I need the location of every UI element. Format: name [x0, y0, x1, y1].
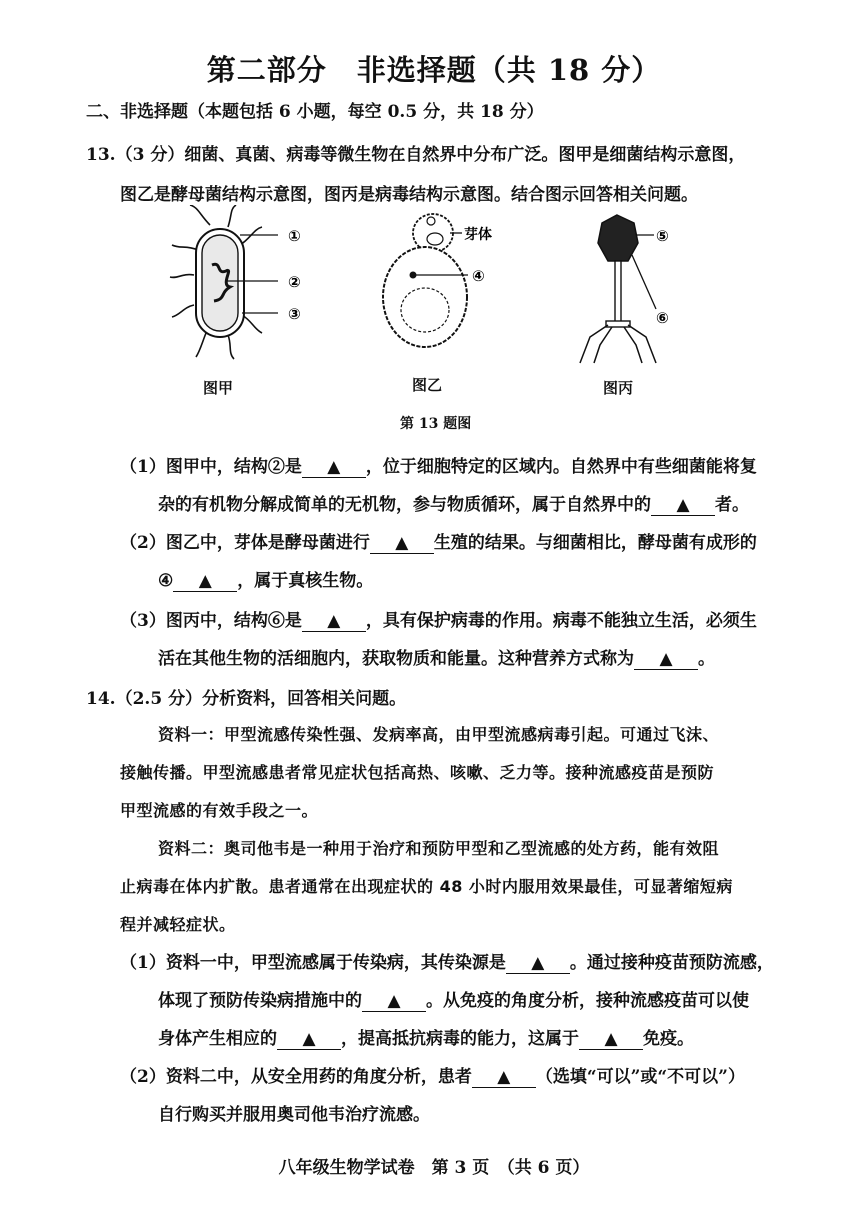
figure-caption: 第 13 题图 [400, 416, 472, 432]
q13-part2-line1: （2）图乙中，芽体是酵母菌进行 ▲ 生殖的结果。与细菌相比，酵母菌有成形的 [120, 533, 757, 553]
answer-blank[interactable]: ▲ [651, 495, 715, 516]
answer-blank[interactable]: ▲ [362, 991, 426, 1012]
answer-blank[interactable]: ▲ [302, 611, 366, 632]
virus-diagram [580, 215, 669, 363]
bacterium-diagram [170, 205, 301, 359]
answer-blank[interactable]: ▲ [173, 571, 237, 592]
caption-fig-c: 图丙 [602, 379, 633, 397]
q14-stem: 14.（2.5 分）分析资料，回答相关问题。 [86, 689, 407, 709]
yeast-diagram [383, 214, 492, 347]
q14-part2-line1: （2）资料二中，从安全用药的角度分析，患者 ▲ （选填“可以”或“不可以”） [120, 1067, 745, 1087]
label-5: ⑤ [656, 227, 669, 245]
q14-part1-line1: （1）资料一中，甲型流感属于传染病，其传染源是 ▲ 。通过接种疫苗预防流感， [120, 953, 774, 973]
q13-part1-line2: 杂的有机物分解成简单的无机物，参与物质循环，属于自然界中的 ▲ 者。 [158, 495, 749, 515]
material2-line3: 程并减轻症状。 [120, 915, 236, 934]
q13-part2-line2: ④ ▲ ，属于真核生物。 [158, 571, 374, 591]
label-3: ③ [288, 305, 301, 323]
material1-line3: 甲型流感的有效手段之一。 [120, 801, 319, 820]
q14-part2-line2: 自行购买并服用奥司他韦治疗流感。 [158, 1105, 430, 1125]
label-2: ② [288, 273, 301, 291]
answer-blank[interactable]: ▲ [506, 953, 570, 974]
q14-part1-line3: 身体产生相应的 ▲ ，提高抵抗病毒的能力，这属于 ▲ 免疫。 [158, 1029, 694, 1049]
label-bud: 芽体 [464, 227, 492, 243]
answer-blank[interactable]: ▲ [277, 1029, 341, 1050]
q13-part3-line1: （3）图丙中，结构⑥是 ▲ ，具有保护病毒的作用。病毒不能独立生活，必须生 [120, 611, 757, 631]
caption-fig-b: 图乙 [411, 376, 442, 394]
material1-line1: 资料一：甲型流感传染性强、发病率高，由甲型流感病毒引起。可通过飞沫、 [158, 725, 720, 744]
answer-blank[interactable]: ▲ [370, 533, 434, 554]
label-4: ④ [472, 267, 485, 285]
caption-fig-a: 图甲 [202, 379, 233, 397]
page-footer: 八年级生物学试卷 第 3 页 （共 6 页） [278, 1158, 590, 1178]
answer-blank[interactable]: ▲ [634, 649, 698, 670]
q13-part3-line2: 活在其他生物的活细胞内，获取物质和能量。这种营养方式称为 ▲ 。 [158, 649, 715, 669]
q14-part1-line2: 体现了预防传染病措施中的 ▲ 。从免疫的角度分析，接种流感疫苗可以使 [158, 991, 749, 1011]
answer-blank[interactable]: ▲ [472, 1067, 536, 1088]
material1-line2: 接触传播。甲型流感患者常见症状包括高热、咳嗽、乏力等。接种流感疫苗是预防 [120, 763, 715, 782]
page-title: 第二部分 非选择题（共 18 分） [206, 53, 662, 87]
q13-part1-line1: （1）图甲中，结构②是 ▲ ，位于细胞特定的区域内。自然界中有些细菌能将复 [120, 457, 757, 477]
material2-line1: 资料二：奥司他韦是一种用于治疗和预防甲型和乙型流感的处方药，能有效阻 [158, 839, 720, 858]
label-1: ① [288, 227, 301, 245]
q13-stem-line1: 13.（3 分）细菌、真菌、病毒等微生物在自然界中分布广泛。图甲是细菌结构示意图， [86, 145, 746, 165]
material2-line2: 止病毒在体内扩散。患者通常在出现症状的 48 小时内服用效果最佳，可显著缩短病 [120, 877, 733, 896]
answer-blank[interactable]: ▲ [302, 457, 366, 478]
q13-stem-line2: 图乙是酵母菌结构示意图，图丙是病毒结构示意图。结合图示回答相关问题。 [120, 185, 698, 205]
answer-blank[interactable]: ▲ [579, 1029, 643, 1050]
label-6: ⑥ [656, 309, 669, 327]
section-heading: 二、非选择题（本题包括 6 小题，每空 0.5 分，共 18 分） [86, 102, 544, 122]
